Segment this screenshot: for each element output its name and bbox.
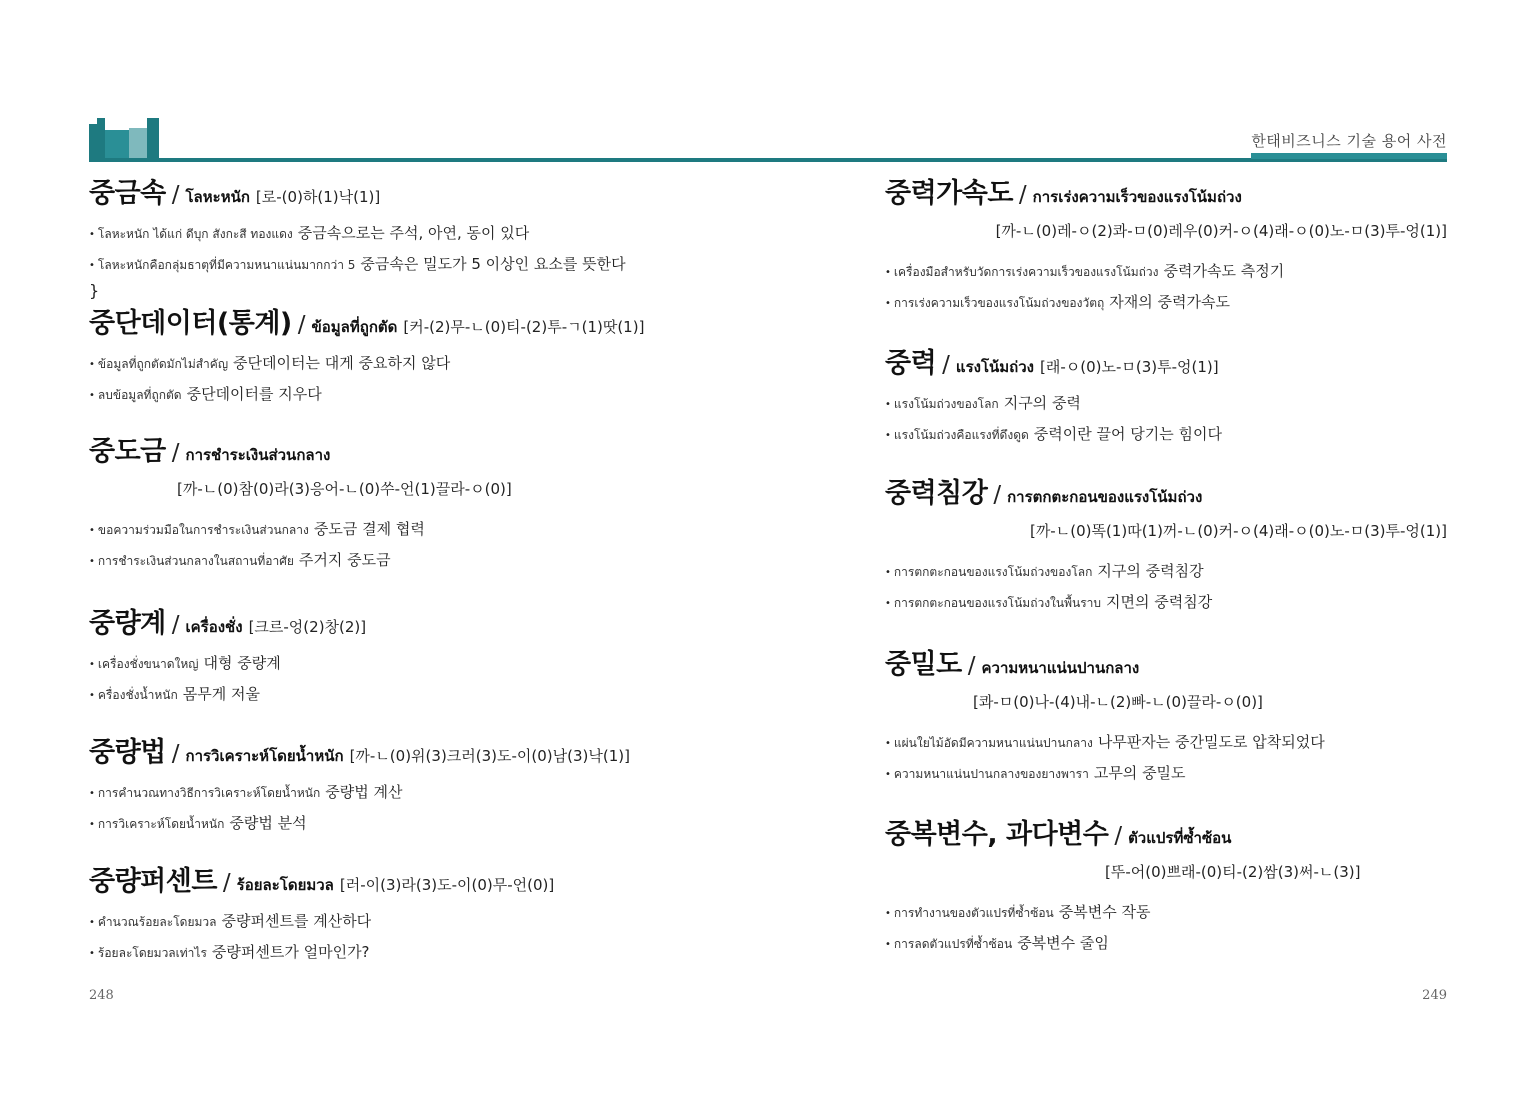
page-number-right: 249 (1422, 988, 1447, 1003)
entry (885, 476, 1447, 619)
entry: 중금속 / โลหะหนัก [로-(0)하(1)낙(1)] • โลหะหนัก ได้แก่ ดีบุก สังกะสี ทองแดง 중금속으로는 주석, 아연, 동이 있다 • โลหะหนักคือกลุ่มธาตุที่มีความหนาแน่นมากกว่า 5 중금속은 밀도가 5 이상인 요소를 뜻한다 } (89, 176, 709, 300)
entry (885, 346, 1447, 451)
thai-term: การตกตะกอนของแรงโน้มถ่วง (1007, 488, 1203, 506)
entry (885, 647, 1447, 790)
entry-heading: 중밀도 / ความหนาแน่นปานกลาง (885, 649, 1140, 680)
example: • ร้อยละโดยมวลเท่าไร 중량퍼센트가 얼마인가? (89, 943, 370, 961)
thai-term: โลหะหนัก (185, 188, 250, 206)
pronunciation: [콰-ㅁ(0)나-(4)내-ㄴ(2)빠-ㄴ(0)끌라-ㅇ(0)] (973, 693, 1263, 711)
example: • แรงโน้มถ่วงของโลก 지구의 중력 (885, 394, 1081, 412)
thai-term: การชำระเงินส่วนกลาง (185, 446, 331, 464)
example: • ครื่องชั่งน้ำหนัก 몸무게 저울 (89, 685, 260, 703)
example: • การตกตะกอนของแรงโน้มถ่วงในพื้นราบ 지면의 중력침강 (885, 593, 1213, 611)
example: • การวิเคราะห์โดยน้ำหนัก 중량법 분석 (89, 814, 307, 832)
term: 중밀도 (885, 649, 962, 680)
pronunciation: [크르-엉(2)창(2)] (248, 618, 367, 636)
entry-heading: 중력가속도 / การเร่งความเร็วของแรงโน้มถ่วง (885, 178, 1242, 209)
thai-term: ความหนาแน่นปานกลาง (981, 659, 1140, 677)
term: 중량법 (89, 737, 166, 768)
thai-term: ตัวแปรที่ซ้ำซ้อน (1128, 829, 1232, 847)
pronunciation: [까-ㄴ(0)참(0)라(3)응어-ㄴ(0)쑤-언(1)끌라-ㅇ(0)] (177, 480, 512, 498)
pronunciation: [까-ㄴ(0)똑(1)따(1)꺼-ㄴ(0)커-ㅇ(4)래-ㅇ(0)노-ㅁ(3)투-엉(1)] (1029, 522, 1447, 540)
pronunciation: [커-(2)무-ㄴ(0)티-(2)투-ㄱ(1)땃(1)] (403, 318, 645, 336)
term: 중력 (885, 348, 937, 379)
entry-heading: 중량계 / เครื่องชั่ง [크르-엉(2)창(2)] (89, 608, 367, 639)
entry (885, 176, 1447, 319)
header-rule (89, 158, 1447, 162)
entry-heading: 중복변수, 과다변수 / ตัวแปรที่ซ้ำซ้อน (885, 819, 1232, 850)
example: • การเร่งความเร็วของแรงโน้มถ่วงของวัตถุ 자재의 중력가속도 (885, 293, 1230, 311)
entry (89, 864, 709, 969)
pronunciation: [래-ㅇ(0)노-ㅁ(3)투-엉(1)] (1040, 358, 1219, 376)
book-title: 한태비즈니스 기술 용어 사전 (1251, 132, 1447, 150)
entry-heading: 중력 / แรงโน้มถ่วง [래-ㅇ(0)노-ㅁ(3)투-엉(1)] (885, 348, 1219, 379)
example: • ขอความร่วมมือในการชำระเงินส่วนกลาง 중도금 결제 협력 (89, 520, 425, 538)
entry-heading: 중량퍼센트 / ร้อยละโดยมวล [러-이(3)라(3)도-이(0)무-언(0)] (89, 866, 555, 897)
example: • โลหะหนักคือกลุ่มธาตุที่มีความหนาแน่นมากกว่า 5 중금속은 밀도가 5 이상인 요소를 뜻한다 (89, 255, 626, 273)
entry-heading: 중도금 / การชำระเงินส่วนกลาง (89, 436, 331, 467)
example: • ลบข้อมูลที่ถูกตัด 중단데이터를 지우다 (89, 385, 322, 403)
example: • เครื่องชั่งขนาดใหญ่ 대형 중량계 (89, 654, 281, 672)
entry (885, 817, 1447, 960)
thai-term: เครื่องชั่ง (185, 618, 243, 636)
entry-heading: 중단데이터(통계) / ข้อมูลที่ถูกตัด [커-(2)무-ㄴ(0)티-(2)투-ㄱ(1)땃(1)] (89, 308, 645, 339)
example: • คำนวณร้อยละโดยมวล 중량퍼센트를 계산하다 (89, 912, 372, 930)
pronunciation: [로-(0)하(1)낙(1)] (255, 188, 381, 206)
example: • ความหนาแน่นปานกลางของยางพารา 고무의 중밀도 (885, 764, 1186, 782)
pronunciation: [까-ㄴ(0)위(3)크러(3)도-이(0)남(3)낙(1)] (349, 747, 630, 765)
thai-term: แรงโน้มถ่วง (955, 358, 1034, 376)
term: 중량퍼센트 (89, 866, 217, 897)
pronunciation: [까-ㄴ(0)레-ㅇ(2)콰-ㅁ(0)레우(0)커-ㅇ(4)래-ㅇ(0)노-ㅁ(3)투-엉(1)] (995, 222, 1447, 240)
example: • การคำนวณทางวิธีการวิเคราะห์โดยน้ำหนัก 중량법 계산 (89, 783, 403, 801)
entry (89, 306, 709, 411)
entry-heading: 중력침강 / การตกตะกอนของแรงโน้มถ่วง (885, 478, 1203, 509)
example: • การชำระเงินส่วนกลางในสถานที่อาศัย 주거지 중도금 (89, 551, 391, 569)
entry (89, 434, 709, 577)
term: 중단데이터(통계) (89, 308, 292, 339)
thai-term: ร้อยละโดยมวล (236, 876, 334, 894)
thai-term: การวิเคราะห์โดยน้ำหนัก (185, 747, 344, 765)
example: • โลหะหนัก ได้แก่ ดีบุก สังกะสี ทองแดง 중금속으로는 주석, 아연, 동이 있다 (89, 224, 530, 242)
example: • การทำงานของตัวแปรที่ซ้ำซ้อน 중복변수 작동 (885, 903, 1151, 921)
header-logo-bars (89, 118, 161, 162)
pronunciation: [러-이(3)라(3)도-이(0)무-언(0)] (339, 876, 555, 894)
term: 중복변수, 과다변수 (885, 819, 1109, 850)
example: • เครื่องมือสำหรับวัดการเร่งความเร็วของแรงโน้มถ่วง 중력가속도 측정기 (885, 262, 1285, 280)
book-title-underline (1251, 153, 1447, 159)
term: 중력침강 (885, 478, 988, 509)
term: 중도금 (89, 436, 166, 467)
term: 중력가속도 (885, 178, 1013, 209)
pronunciation: [뚜-어(0)쁘래-(0)티-(2)쌈(3)써-ㄴ(3)] (1105, 863, 1361, 881)
term: 중금속 (89, 178, 166, 209)
thai-term: ข้อมูลที่ถูกตัด (311, 318, 398, 336)
example: • การลดตัวแปรที่ซ้ำซ้อน 중복변수 줄임 (885, 934, 1109, 952)
example: • แผ่นใยไม้อัดมีความหนาแน่นปานกลาง 나무판자는 중간밀도로 압착되었다 (885, 733, 1325, 751)
page-number-left: 248 (89, 988, 114, 1003)
example: • ข้อมูลที่ถูกตัดมักไม่สำคัญ 중단데이터는 대게 중요하지 않다 (89, 354, 451, 372)
entry (89, 735, 709, 840)
example: • แรงโน้มถ่วงคือแรงที่ดึงดูด 중력이란 끌어 당기는 힘이다 (885, 425, 1222, 443)
example: • การตกตะกอนของแรงโน้มถ่วงของโลก 지구의 중력침강 (885, 562, 1204, 580)
term: 중량계 (89, 608, 166, 639)
entry-heading: 중금속 / โลหะหนัก [로-(0)하(1)낙(1)] (89, 178, 381, 209)
entry-heading: 중량법 / การวิเคราะห์โดยน้ำหนัก [까-ㄴ(0)위(3)크러(3)도-이(0)남(3)낙(1)] (89, 737, 630, 768)
entry (89, 606, 709, 711)
thai-term: การเร่งความเร็วของแรงโน้มถ่วง (1032, 188, 1242, 206)
